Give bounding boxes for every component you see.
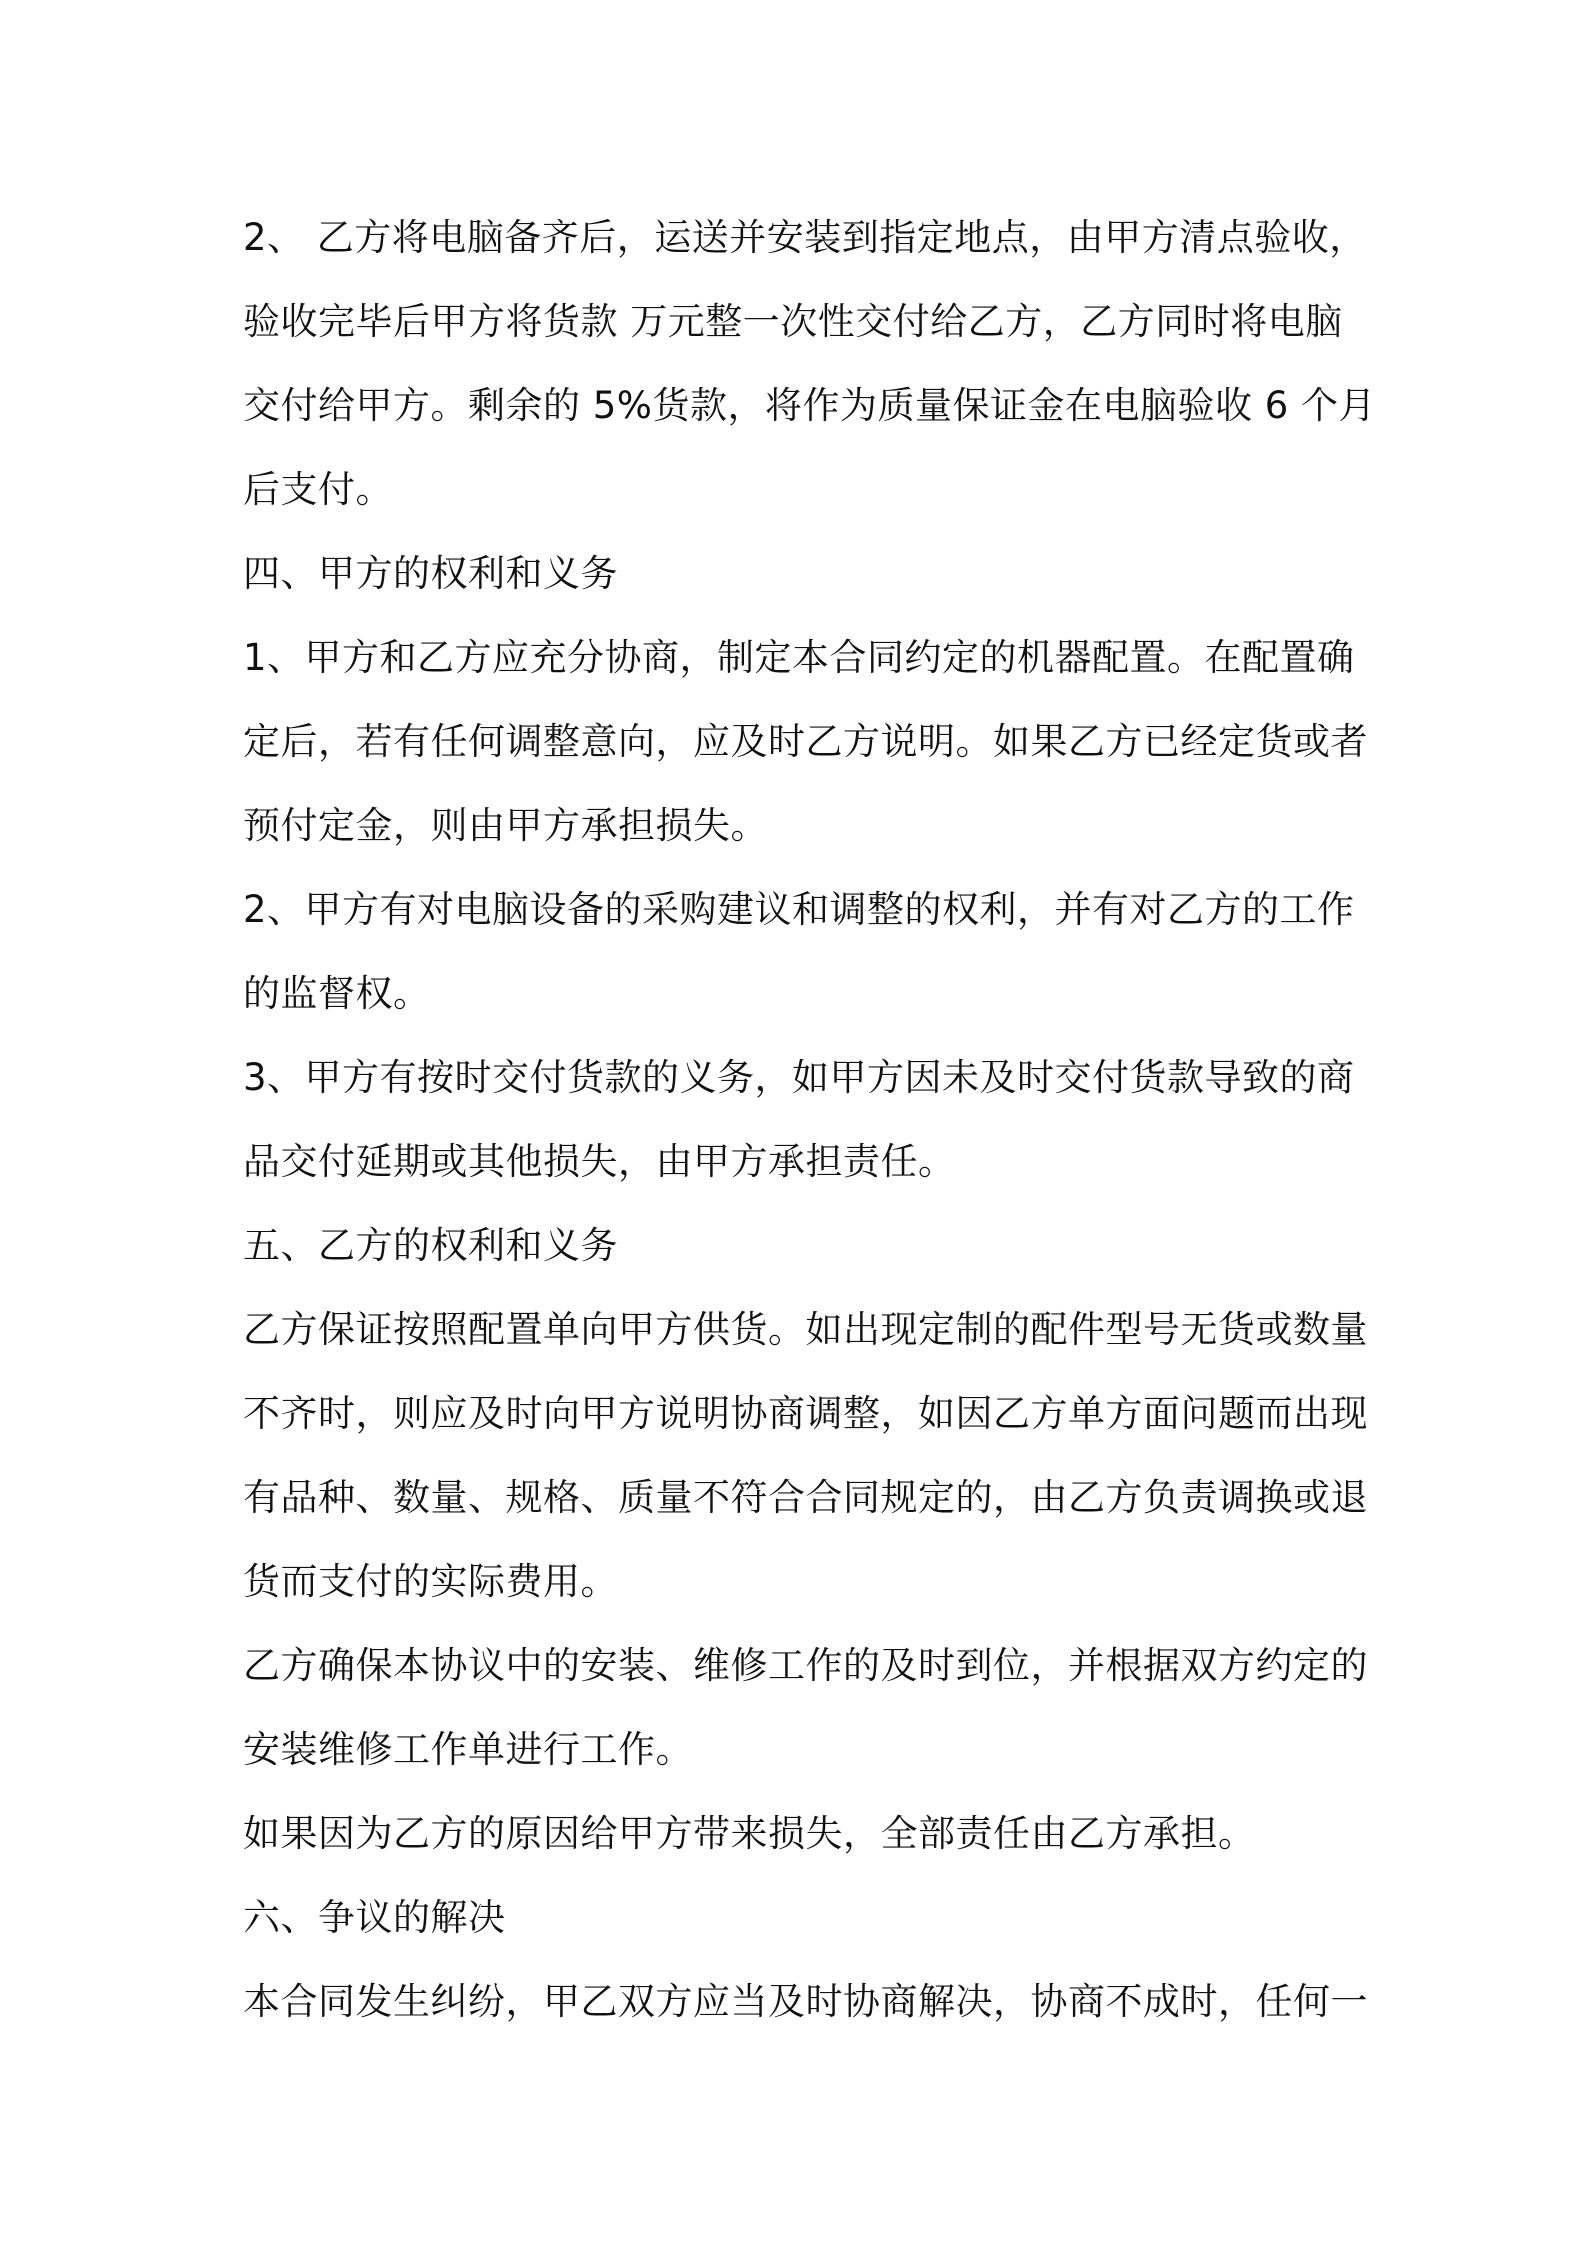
text-line: 交付给甲方。剩余的 5%货款，将作为质量保证金在电脑验收 6 个月 [243, 384, 1377, 427]
text-line: 乙方确保本协议中的安装、维修工作的及时到位，并根据双方约定的 [243, 1644, 1368, 1687]
text-line: 安装维修工作单进行工作。 [243, 1728, 693, 1771]
text-line: 2、甲方有对电脑设备的采购建议和调整的权利，并有对乙方的工作 [243, 888, 1355, 931]
section-heading: 四、甲方的权利和义务 [243, 552, 618, 595]
text-line: 本合同发生纠纷，甲乙双方应当及时协商解决，协商不成时，任何一 [243, 1980, 1368, 2023]
text-line: 品交付延期或其他损失，由甲方承担责任。 [243, 1140, 956, 1183]
section-heading: 五、乙方的权利和义务 [243, 1224, 618, 1267]
text-line: 后支付。 [243, 468, 393, 511]
text-line: 2、 乙方将电脑备齐后，运送并安装到指定地点，由甲方清点验收， [243, 216, 1367, 259]
section-heading: 六、争议的解决 [243, 1896, 506, 1939]
text-line: 定后，若有任何调整意向，应及时乙方说明。如果乙方已经定货或者 [243, 720, 1368, 763]
text-line: 不齐时，则应及时向甲方说明协商调整，如因乙方单方面问题而出现 [243, 1392, 1368, 1435]
document-body [243, 196, 1377, 2044]
text-line: 1、甲方和乙方应充分协商，制定本合同约定的机器配置。在配置确 [243, 636, 1355, 679]
text-line: 预付定金，则由甲方承担损失。 [243, 804, 768, 847]
text-line: 有品种、数量、规格、质量不符合合同规定的，由乙方负责调换或退 [243, 1476, 1368, 1519]
text-line: 的监督权。 [243, 972, 431, 1015]
text-line: 货而支付的实际费用。 [243, 1560, 618, 1603]
text-line: 乙方保证按照配置单向甲方供货。如出现定制的配件型号无货或数量 [243, 1308, 1368, 1351]
text-line: 3、甲方有按时交付货款的义务，如甲方因未及时交付货款导致的商 [243, 1056, 1355, 1099]
text-line: 如果因为乙方的原因给甲方带来损失，全部责任由乙方承担。 [243, 1812, 1256, 1855]
text-line: 验收完毕后甲方将货款 万元整一次性交付给乙方，乙方同时将电脑 [243, 300, 1343, 343]
